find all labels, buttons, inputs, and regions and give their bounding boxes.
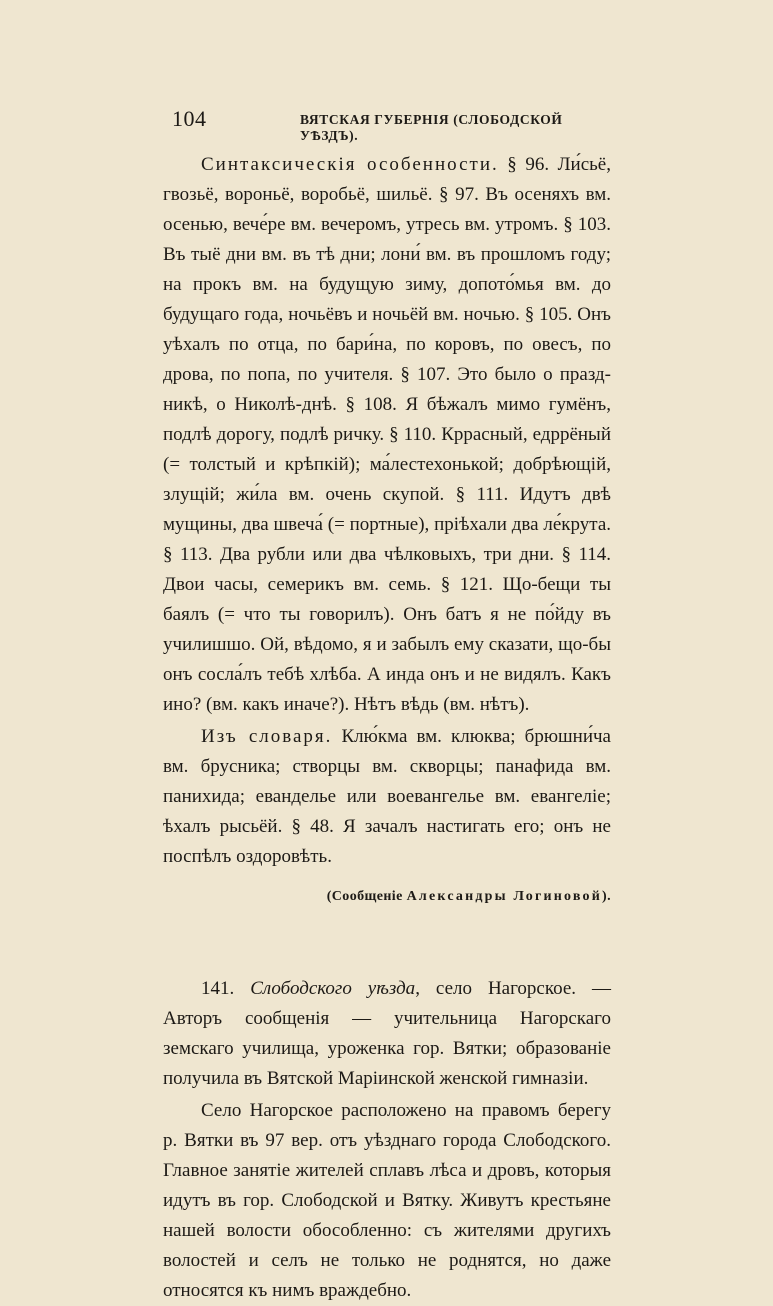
- paragraph-dictionary: [163, 722, 611, 872]
- paragraph-syntax-text: § 96. Ли́сьё, гвозьё, вороньё, воробьё, шильё. § 97. Въ осеняхъ вм. осенью, вече́ре вм. вечеромъ, утресь вм. утромъ. § 103. Въ тыё дни вм. въ тѣ дни; лони́ вм. въ прошломъ году; на прокъ вм. на будущую зиму, допото́мья вм. до будущаго года, ночьёвъ и ночьёй вм. ночью. § 105. Онъ уѣхалъ по отца, по бари́на, по коровъ, по овесъ, по дрова, по попа, по учителя. § 107. Это было о праздникѣ, о Николѣ-днѣ. § 108. Я бѣжалъ мимо гумёнъ, подлѣ дорогу, подлѣ ричку. § 110. Кррасный, едррёный (= толстый и крѣпкій); ма́лестехонькой; добрѣющій, злущій; жи́ла вм. очень скупой. § 111. Идутъ двѣ мущины, два швеча́ (= портные), пріѣхали два ле́крута. § 113. Два рубли или два чѣлковыхъ, три дни. § 114. Двои часы, семерикъ вм. семь. § 121. Що-бещи ты баялъ (= что ты говорилъ). Онъ батъ я не по́йду въ училишшо. Ой, вѣдомо, я и забылъ ему сказати, що-бы онъ сосла́лъ тебѣ хлѣба. А инда онъ и не видялъ. Какъ ино? (вм. какъ иначе?). Нѣтъ вѣдь (вм. нѣтъ).: [163, 154, 611, 715]
- entry-number: 141.: [201, 978, 235, 999]
- page-header: [172, 106, 612, 143]
- section-lead-syntax: Синтаксическія особенности.: [201, 154, 499, 175]
- signature: [163, 882, 611, 912]
- paragraph-dictionary-text: Клю́кма вм. клюква; брюшни́ча вм. брусника; створцы вм. скворцы; панафида вм. панихида; еванделье или воевангелье вм. евангеліе; ѣхалъ рысьёй. § 48. Я зачалъ настигать его; онъ не поспѣлъ оздоровѣть.: [163, 726, 611, 867]
- paragraph-village-text: Село Нагорское расположено на правомъ берегу р. Вятки въ 97 вер. отъ уѣзднаго города Слободского. Главное занятіе жителей сплавъ лѣса и дровъ, которыя идутъ въ гор. Слободской и Вятку. Живутъ крестьяне нашей волости обособленно: съ жителями другихъ волостей и селъ не только не роднятся, но даже относятся къ нимъ враждебно.: [163, 1100, 611, 1301]
- signature-name: Александры Логиновой: [406, 889, 603, 904]
- paragraph-syntax: [163, 150, 611, 720]
- page-number: 104: [172, 106, 207, 131]
- running-head: ВЯТСКАЯ ГУБЕРНІЯ (СЛОБОДСКОЙ УѢЗДЪ).: [300, 112, 563, 143]
- entry-location-italic: Слободского уѣзда: [250, 978, 416, 999]
- paragraph-entry-141: [163, 974, 611, 1094]
- paragraph-village-description: [163, 1096, 611, 1306]
- section-gap: [163, 912, 611, 974]
- signature-prefix: (Сообщеніе: [326, 889, 403, 904]
- body-text: [163, 150, 611, 1306]
- paragraph-entry-141-text: , село Нагорское. — Авторъ сообщенія — учительница Нагорскаго земскаго училища, уроженка гор. Вятки; образованіе получила въ Вятской Маріинской женской гимназіи.: [163, 978, 612, 1089]
- section-lead-dictionary: Изъ словаря.: [201, 726, 333, 747]
- signature-suffix: ).: [602, 889, 611, 904]
